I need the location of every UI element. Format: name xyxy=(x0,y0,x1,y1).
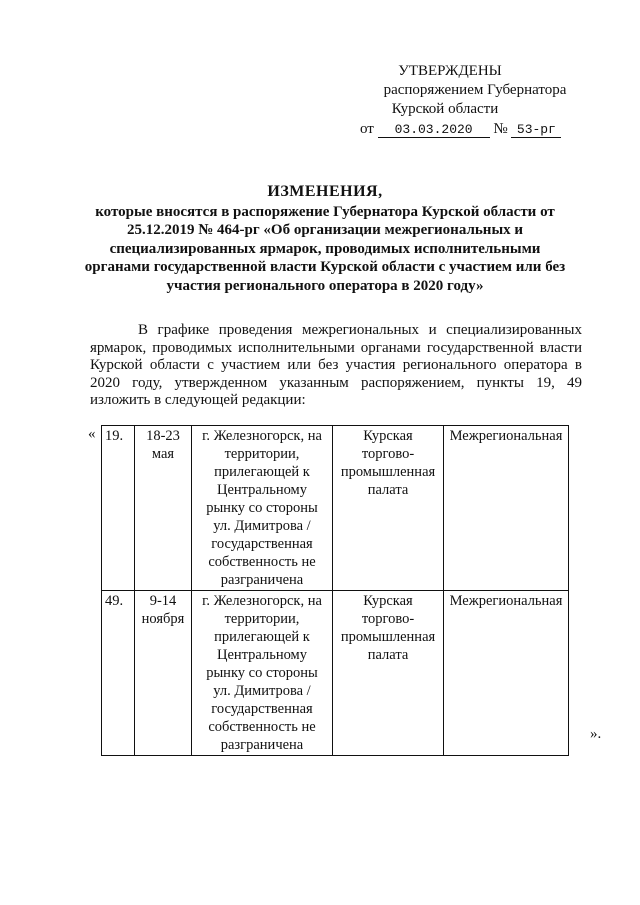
row-dates: 9-14 ноября xyxy=(135,591,192,756)
closing-quote: ». xyxy=(590,726,602,742)
number-prefix: № xyxy=(493,121,508,137)
heading-subtitle: которые вносятся в распоряжение Губернатора Курской области от 25.12.2019 № 464-рг «Об организации межрегиональных и специализированных ярмарок, проводимых исполнительными органами государственной власти Курской области с участием или без участия регионального оператора в 2020 году» xyxy=(84,203,566,294)
table-row xyxy=(102,426,569,591)
row-place: г. Железногорск, на территории, прилегающей к Центральному рынку со стороны ул. Димитрова / государственная собственность не разграничена xyxy=(192,426,333,591)
row-organizer: Курская торгово- промышленная палата xyxy=(333,426,444,591)
row-dates: 18-23 мая xyxy=(135,426,192,591)
row-organizer: Курская торгово- промышленная палата xyxy=(333,591,444,756)
row-number: 49. xyxy=(102,591,135,756)
row-number: 19. xyxy=(102,426,135,591)
row-place: г. Железногорск, на территории, прилегающей к Центральному рынку со стороны ул. Димитрова / государственная собственность не разграничена xyxy=(192,591,333,756)
body-paragraph xyxy=(90,322,582,410)
row-type: Межрегиональная xyxy=(444,591,569,756)
approval-title: УТВЕРЖДЕНЫ xyxy=(398,63,502,79)
approval-number: 53-рг xyxy=(511,122,561,138)
heading-title: ИЗМЕНЕНИЯ, xyxy=(267,183,383,200)
approval-date: 03.03.2020 xyxy=(378,122,490,138)
schedule-table xyxy=(101,425,569,756)
opening-quote: « xyxy=(88,426,96,442)
document-heading xyxy=(80,183,570,295)
table-row xyxy=(102,591,569,756)
date-prefix: от xyxy=(360,121,374,137)
row-type: Межрегиональная xyxy=(444,426,569,591)
paragraph-text: В графике проведения межрегиональных и специализированных ярмарок, проводимых исполнительными органами государственной власти Курской области с участием или без участия регионального оператора в 2020 году, утвержденном указанным распоряжением, пункты 19, 49 изложить в следующей редакции: xyxy=(90,322,582,408)
approval-line-2: Курской области xyxy=(391,101,499,117)
approval-line-1: распоряжением Губернатора xyxy=(383,82,567,98)
approval-date-line xyxy=(360,120,600,139)
